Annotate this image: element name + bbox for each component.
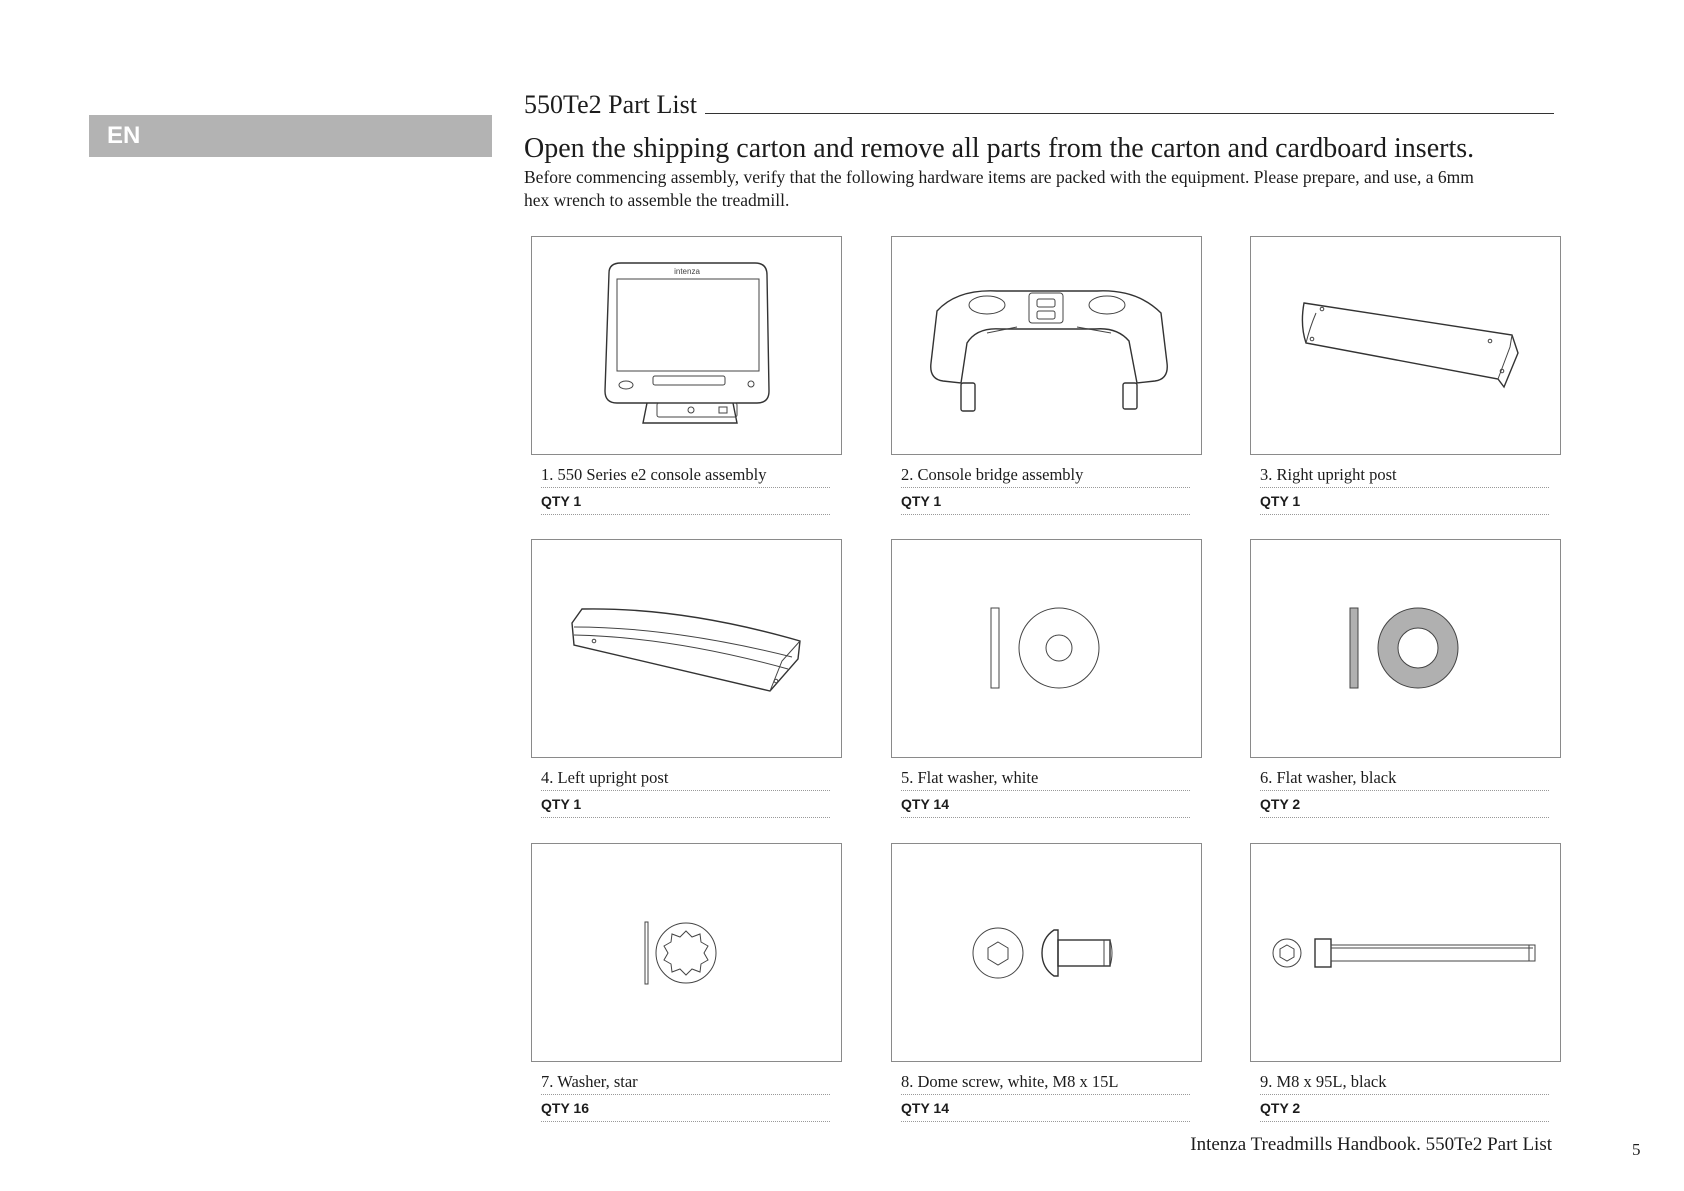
page-number: 5 — [1632, 1140, 1641, 1159]
part-qty: QTY 14 — [901, 791, 1190, 818]
part-qty: QTY 2 — [1260, 791, 1549, 818]
part-name: 6. Flat washer, black — [1260, 766, 1549, 791]
console-bridge-icon — [917, 271, 1177, 421]
flat-washer-white-icon — [987, 604, 1107, 694]
part-image-box — [1250, 539, 1561, 758]
part-card-7 — [531, 843, 842, 1122]
console-logo: intenza — [673, 266, 700, 276]
part-qty: QTY 16 — [541, 1095, 830, 1122]
part-qty: QTY 1 — [1260, 488, 1549, 515]
part-card-8 — [891, 843, 1202, 1122]
intro-paragraph: Before commencing assembly, verify that the following hardware items are packed with the equipment. Please prepare, and use, a 6mm hex wrench to assemble the treadmill. — [524, 167, 1474, 210]
part-card-5 — [891, 539, 1202, 818]
dome-screw-icon — [972, 918, 1122, 988]
part-qty: QTY 1 — [901, 488, 1190, 515]
part-name: 7. Washer, star — [541, 1070, 830, 1095]
part-card-4 — [531, 539, 842, 818]
part-card-9 — [1250, 843, 1561, 1122]
part-name: 9. M8 x 95L, black — [1260, 1070, 1549, 1095]
part-image-box — [891, 236, 1202, 455]
part-image-box — [531, 236, 842, 455]
part-name: 1. 550 Series e2 console assembly — [541, 463, 830, 488]
title-rule — [705, 113, 1554, 114]
part-name: 8. Dome screw, white, M8 x 15L — [901, 1070, 1190, 1095]
part-card-2 — [891, 236, 1202, 515]
footer-title: Intenza Treadmills Handbook. 550Te2 Part List — [1190, 1134, 1552, 1155]
console-icon — [587, 251, 787, 441]
long-bolt-icon — [1271, 928, 1541, 978]
section-title-text: 550Te2 Part List — [524, 90, 697, 119]
left-upright-post-icon — [562, 599, 812, 699]
part-qty: QTY 1 — [541, 488, 830, 515]
flat-washer-black-icon — [1346, 604, 1466, 694]
part-image-box — [891, 539, 1202, 758]
part-qty: QTY 1 — [541, 791, 830, 818]
part-name: 3. Right upright post — [1260, 463, 1549, 488]
part-image-box — [531, 843, 842, 1062]
part-name: 5. Flat washer, white — [901, 766, 1190, 791]
language-tab: EN — [89, 115, 492, 157]
part-image-box — [531, 539, 842, 758]
part-card-3 — [1250, 236, 1561, 515]
part-image-box — [1250, 236, 1561, 455]
part-qty: QTY 14 — [901, 1095, 1190, 1122]
part-name: 2. Console bridge assembly — [901, 463, 1190, 488]
section-title — [524, 90, 1554, 120]
part-name: 4. Left upright post — [541, 766, 830, 791]
part-image-box — [891, 843, 1202, 1062]
part-qty: QTY 2 — [1260, 1095, 1549, 1122]
part-card-6 — [1250, 539, 1561, 818]
part-image-box — [1250, 843, 1561, 1062]
part-card-1 — [531, 236, 842, 515]
page-heading: Open the shipping carton and remove all parts from the carton and cardboard inserts. — [524, 133, 1475, 164]
star-washer-icon — [642, 918, 732, 988]
right-upright-post-icon — [1286, 291, 1526, 401]
